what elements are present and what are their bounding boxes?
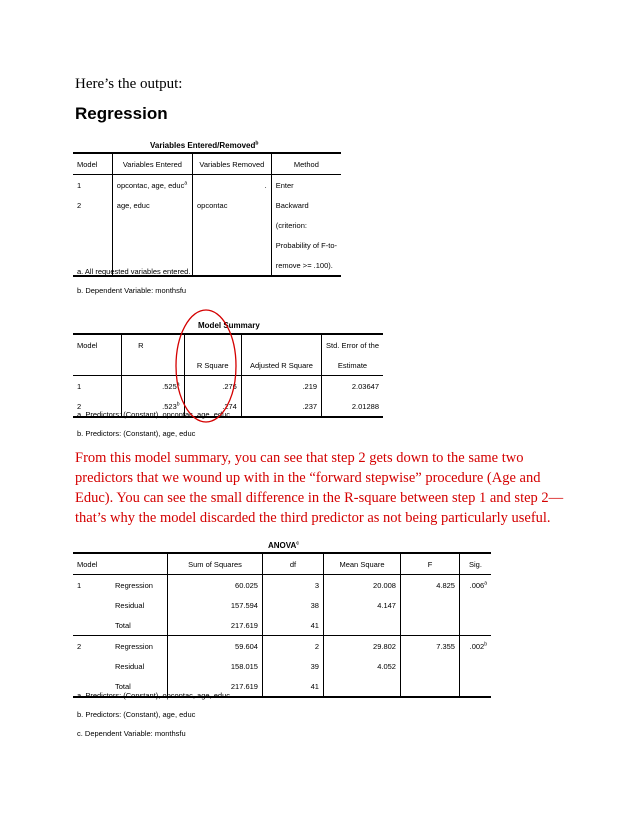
table-row: Total 217.619 41 bbox=[73, 615, 491, 636]
col-header-f: F bbox=[400, 553, 459, 575]
col-header-r: R bbox=[122, 334, 185, 355]
regression-heading: Regression bbox=[75, 104, 168, 123]
model-summary-table: Model R Std. Error of the R Square Adjusted R Square Estimate 1 .525$^a$ .276 .219 2.03647 2 .523$^b$ .274 .237 2.01288 bbox=[73, 333, 383, 418]
table-row: Residual 157.594 38 4.147 bbox=[73, 595, 491, 615]
anova-table bbox=[73, 552, 491, 698]
col-header-model: Model bbox=[73, 153, 112, 175]
col-header-variables-entered: Variables Entered bbox=[112, 153, 192, 175]
table-row: 1 opcontac, age, educ$^a$ . Enter bbox=[73, 175, 341, 196]
table-row: 2 .523$^b$ .274 .237 2.01288 bbox=[73, 396, 383, 417]
col-header-sum-of-squares: Sum of Squares bbox=[167, 553, 262, 575]
highlight-circle-annotation bbox=[173, 306, 239, 426]
col-header-model: Model bbox=[73, 553, 167, 575]
red-ellipse bbox=[176, 310, 236, 422]
table-row: 1 Regression 60.025 3 20.008 4.825 .006$^a$ bbox=[73, 575, 491, 596]
col-header-variables-removed: Variables Removed bbox=[193, 153, 272, 175]
table-row: Residual 158.015 39 4.052 bbox=[73, 656, 491, 676]
footnote: b. Predictors: (Constant), age, educ bbox=[77, 429, 196, 438]
col-header-model: Model bbox=[77, 340, 98, 350]
footnote: c. Dependent Variable: monthsfu bbox=[77, 729, 186, 738]
col-header-method: Method bbox=[271, 153, 341, 175]
vars-table-title: Variables Entered/Removed$^b$ bbox=[150, 140, 259, 150]
table-row: 2 Regression 59.604 2 29.802 7.355 .002$^b$ bbox=[73, 636, 491, 657]
annotation-comment: From this model summary, you can see that step 2 gets down to the same two predictors that we wound up with in the “forward stepwise” procedure (Age and Educ). You can see the small difference in the R-square between step 1 and step 2—that’s why the model discarded the third predictor as not being particularly useful. bbox=[75, 450, 564, 526]
anova-title: ANOVA$^c$ bbox=[268, 540, 300, 550]
footnote: b. Dependent Variable: monthsfu bbox=[77, 286, 187, 295]
table-row: 1 .525$^a$ .276 .219 2.03647 bbox=[73, 376, 383, 397]
footnote: a. Predictors: (Constant), opcontac, age, educ bbox=[77, 691, 230, 700]
footnote: a. All requested variables entered. bbox=[77, 267, 191, 276]
intro-text: Here’s the output: bbox=[75, 76, 183, 92]
col-header-adjusted-r-square: Adjusted R Square bbox=[241, 355, 321, 376]
footnote: b. Predictors: (Constant), age, educ bbox=[77, 710, 196, 719]
col-header-r-square: R Square bbox=[184, 355, 241, 376]
model-summary-title: Model Summary bbox=[198, 321, 260, 330]
footnote: a. Predictors: (Constant), opcontac, age, educ bbox=[77, 410, 230, 419]
col-header-std-error: Std. Error of the bbox=[322, 334, 383, 355]
variables-entered-removed-table: Model Variables Entered Variables Removed Method 1 opcontac, age, educ$^a$ . Enter 2 age, educ opcontac Backward (criterion: Probability of F-to- remove >= .100). bbox=[73, 152, 341, 277]
col-header-df: df bbox=[262, 553, 323, 575]
table-row: 2 age, educ opcontac Backward bbox=[73, 195, 341, 215]
table-row: Total 217.619 41 bbox=[73, 676, 491, 697]
col-header-sig: Sig. bbox=[459, 553, 491, 575]
col-header-mean-square: Mean Square bbox=[323, 553, 400, 575]
